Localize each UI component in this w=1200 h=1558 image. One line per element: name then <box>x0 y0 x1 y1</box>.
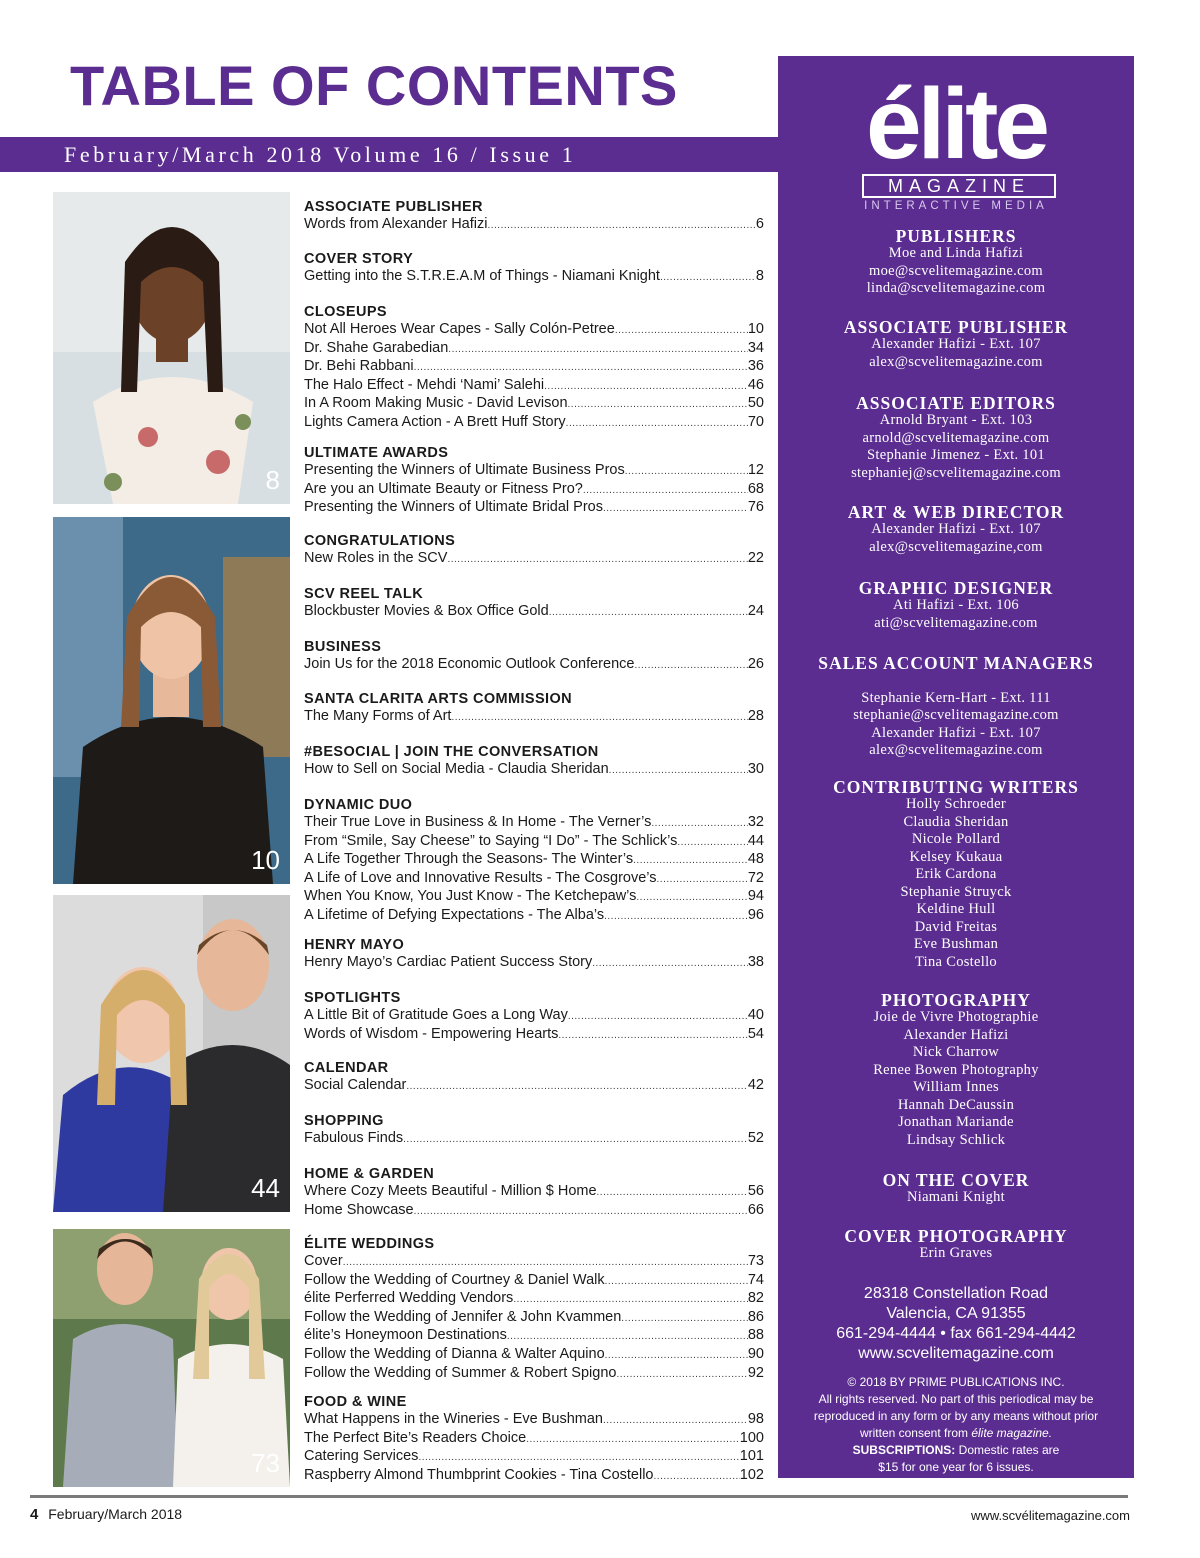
logo-tagline: INTERACTIVE MEDIA <box>864 200 1048 212</box>
toc-dot-leader <box>406 1077 747 1096</box>
toc-section-heading: #BESOCIAL | JOIN THE CONVERSATION <box>304 744 599 760</box>
address-city: Valencia, CA 91355 <box>886 1305 1026 1322</box>
toc-entry[interactable] <box>304 1202 764 1221</box>
toc-dot-leader <box>603 499 748 518</box>
toc-entry-page: 50 <box>747 395 764 412</box>
rights-line-1: All rights reserved. No part of this periodical may be <box>818 1392 1094 1406</box>
masthead-section <box>778 318 1134 371</box>
toc-entry-title: Presenting the Winners of Ultimate Bridal Pros <box>304 499 603 516</box>
toc-entry-page: 68 <box>747 480 764 497</box>
toc-section-heading: BUSINESS <box>304 639 382 655</box>
toc-section <box>304 532 764 569</box>
toc-entry-title: Fabulous Finds <box>304 1130 404 1146</box>
toc-dot-leader <box>625 462 748 481</box>
toc-dot-leader <box>592 954 748 973</box>
toc-entry-title: A Little Bit of Gratitude Goes a Long Way <box>304 1007 568 1023</box>
toc-section <box>304 585 764 622</box>
toc-section <box>304 936 764 973</box>
toc-entry-page: 90 <box>747 1345 764 1362</box>
masthead-line: moe@scvelitemagazine.com <box>869 262 1043 279</box>
masthead-line: Stephanie Jimenez - Ext. 101 <box>867 447 1045 463</box>
toc-entry-page: 100 <box>739 1429 764 1446</box>
masthead-line <box>778 672 1134 690</box>
toc-entry-title: Blockbuster Movies & Box Office Gold <box>304 603 549 619</box>
toc-entry-title: The Halo Effect - Mehdi ‘Nami’ Salehi <box>304 376 545 393</box>
masthead-section <box>778 227 1134 298</box>
masthead-line: Joie de Vivre Photographie <box>873 1009 1039 1025</box>
masthead-line: Alexander Hafizi <box>903 1026 1009 1043</box>
toc-entry-title: A Life of Love and Innovative Results - The Cosgrove’s <box>304 869 657 886</box>
toc-entry[interactable] <box>304 321 764 340</box>
photo-page-number: 10 <box>251 845 280 875</box>
toc-dot-leader <box>343 1253 748 1272</box>
toc-section <box>304 796 764 926</box>
masthead-heading: ART & WEB DIRECTOR <box>847 502 1065 522</box>
photo-image <box>53 192 290 504</box>
toc-entry[interactable] <box>304 481 764 500</box>
page-title: TABLE OF CONTENTS <box>70 54 678 117</box>
toc-dot-leader <box>677 833 747 852</box>
photo-image <box>53 895 290 1212</box>
toc-entry[interactable] <box>304 761 764 780</box>
address-website: www.scvelitemagazine.com <box>858 1345 1054 1362</box>
masthead-heading: ASSOCIATE PUBLISHER <box>843 317 1069 337</box>
toc-entry[interactable] <box>304 1365 764 1384</box>
rights-line-2: reproduced in any form or by any means without prior <box>813 1409 1099 1423</box>
masthead-heading: CONTRIBUTING WRITERS <box>833 777 1079 797</box>
toc-dot-leader <box>615 321 748 340</box>
toc-section-heading: SCV REEL TALK <box>304 586 424 602</box>
toc-entry[interactable] <box>304 550 764 569</box>
photo-page-number: 73 <box>251 1448 280 1478</box>
toc-dot-leader <box>507 1327 748 1346</box>
toc-entry-title: Words of Wisdom - Empowering Hearts <box>304 1025 559 1042</box>
masthead-line: Alexander Hafizi - Ext. 107 <box>871 521 1041 537</box>
masthead-section <box>778 654 1134 760</box>
toc-entry-page: 66 <box>747 1201 764 1218</box>
toc-section <box>304 198 764 235</box>
masthead-heading: SALES ACCOUNT MANAGERS <box>818 653 1094 673</box>
logo-magazine-box: MAGAZINE <box>862 174 1056 198</box>
photo-cover-story <box>53 192 290 504</box>
toc-dot-leader <box>583 481 748 500</box>
masthead-line: alex@scvelitemagazine,com <box>869 538 1043 555</box>
masthead-line: stephanie@scvelitemagazine.com <box>853 707 1059 723</box>
toc-entry-title: New Roles in the SCV <box>304 550 448 566</box>
toc-entry-page: 98 <box>747 1411 764 1427</box>
toc-entry[interactable] <box>304 814 764 833</box>
toc-entry-page: 73 <box>747 1253 764 1269</box>
toc-entry-page: 32 <box>747 814 764 830</box>
toc-entry-page: 40 <box>747 1007 764 1023</box>
toc-section-heading: FOOD & WINE <box>304 1394 407 1410</box>
toc-entry[interactable] <box>304 1327 764 1346</box>
toc-entry-page: 22 <box>747 550 764 566</box>
toc-section-heading: SPOTLIGHTS <box>304 990 401 1006</box>
toc-entry-page: 92 <box>747 1364 764 1381</box>
masthead-line: ati@scvelitemagazine.com <box>874 614 1038 631</box>
masthead-line: arnold@scvelitemagazine.com <box>862 429 1050 446</box>
toc-section-heading: COVER STORY <box>304 251 414 267</box>
toc-entry-page: 86 <box>747 1308 764 1325</box>
toc-dot-leader <box>418 1448 739 1467</box>
toc-entry-page: 54 <box>747 1025 764 1042</box>
toc-dot-leader <box>414 358 748 377</box>
toc-entry-title: Follow the Wedding of Jennifer & John Kvammen <box>304 1308 622 1325</box>
masthead-line: alex@scvelitemagazine.com <box>869 353 1043 370</box>
toc-dot-leader <box>566 414 748 433</box>
toc-entry[interactable] <box>304 851 764 870</box>
toc-entry-title: Cover <box>304 1253 343 1269</box>
masthead-section <box>778 1227 1134 1263</box>
toc-entry-page: 10 <box>747 321 764 337</box>
toc-section <box>304 638 764 675</box>
copyright-line: © 2018 BY PRIME PUBLICATIONS INC. <box>847 1375 1065 1389</box>
toc-entry[interactable] <box>304 1411 764 1430</box>
toc-entry-title: What Happens in the Wineries - Eve Bushman <box>304 1411 603 1427</box>
toc-entry-page: 101 <box>739 1448 764 1465</box>
issue-bar <box>0 137 778 172</box>
toc-entry[interactable] <box>304 656 764 675</box>
toc-entry-title: élite’s Honeymoon Destinations <box>304 1327 507 1344</box>
toc-entry[interactable] <box>304 358 764 377</box>
toc-entry-page: 46 <box>747 376 764 393</box>
masthead-line: Erik Cardona <box>915 866 997 882</box>
toc-section-heading: ASSOCIATE PUBLISHER <box>304 199 483 215</box>
toc-entry-title: Follow the Wedding of Summer & Robert Spigno <box>304 1364 617 1381</box>
toc-entry[interactable] <box>304 833 764 852</box>
toc-dot-leader <box>604 907 748 926</box>
toc-section-heading: CALENDAR <box>304 1060 389 1076</box>
toc-dot-leader <box>487 216 755 235</box>
toc-entry[interactable] <box>304 1007 764 1026</box>
masthead-line: Claudia Sheridan <box>903 813 1009 830</box>
toc-entry-title: Raspberry Almond Thumbprint Cookies - Tina Costello <box>304 1466 654 1483</box>
toc-entry-title: Presenting the Winners of Ultimate Business Pros <box>304 462 625 478</box>
toc-entry-title: Henry Mayo’s Cardiac Patient Success Story <box>304 954 593 970</box>
photo-closeups <box>53 517 290 884</box>
masthead-line: Stephanie Struyck <box>900 883 1012 900</box>
toc-entry[interactable] <box>304 414 764 433</box>
masthead-section <box>778 503 1134 556</box>
toc-entry-page: 26 <box>747 656 764 672</box>
masthead-section <box>778 579 1134 632</box>
toc-entry-title: Dr. Behi Rabbani <box>304 358 414 375</box>
masthead-line: Hannah DeCaussin <box>897 1096 1015 1113</box>
toc-entry-page: 36 <box>747 358 764 375</box>
toc-entry-title: When You Know, You Just Know - The Ketchepaw’s <box>304 888 637 905</box>
toc-dot-leader <box>616 1365 747 1384</box>
masthead-line: Ati Hafizi - Ext. 106 <box>893 597 1019 613</box>
rights-line-3-text: written consent from <box>859 1426 972 1440</box>
footer-left <box>30 1506 182 1523</box>
photo-page-number: 44 <box>251 1173 280 1203</box>
masthead-line: Alexander Hafizi - Ext. 107 <box>871 724 1041 741</box>
toc-dot-leader <box>544 377 748 396</box>
toc-section <box>304 1112 764 1149</box>
toc-section-heading: ÉLITE WEDDINGS <box>304 1236 435 1252</box>
toc-entry[interactable] <box>304 377 764 396</box>
toc-entry[interactable] <box>304 340 764 359</box>
toc-dot-leader <box>657 870 748 889</box>
toc-entry[interactable] <box>304 1272 764 1291</box>
toc-dot-leader <box>605 1272 748 1291</box>
toc-entry-title: In A Room Making Music - David Levison <box>304 395 568 412</box>
masthead-line: Tina Costello <box>915 953 997 970</box>
toc-entry-page: 56 <box>747 1183 764 1199</box>
masthead-line: Niamani Knight <box>906 1189 1006 1205</box>
masthead-line: Lindsay Schlick <box>906 1131 1006 1148</box>
toc-entry-page: 42 <box>747 1077 764 1093</box>
toc-entry-title: A Lifetime of Defying Expectations - The Alba’s <box>304 906 605 923</box>
toc-entry-page: 88 <box>747 1327 764 1344</box>
toc-section <box>304 690 764 727</box>
masthead-line: Nick Charrow <box>912 1044 1000 1060</box>
toc-entry-title: The Many Forms of Art <box>304 708 452 724</box>
toc-entry-page: 8 <box>755 268 764 284</box>
toc-entry-title: A Life Together Through the Seasons- The Winter’s <box>304 851 634 868</box>
address-street: 28318 Constellation Road <box>863 1285 1049 1302</box>
toc-entry-title: From “Smile, Say Cheese” to Saying “I Do” - The Schlick’s <box>304 832 678 849</box>
masthead-line: Alexander Hafizi - Ext. 107 <box>871 336 1041 352</box>
masthead-line: Erin Graves <box>919 1245 993 1261</box>
toc-dot-leader <box>609 761 748 780</box>
toc-dot-leader <box>414 1202 748 1221</box>
toc-entry-page: 76 <box>747 499 764 516</box>
toc-entry-title: Are you an Ultimate Beauty or Fitness Pro? <box>304 480 583 497</box>
toc-entry-title: Follow the Wedding of Dianna & Walter Aquino <box>304 1345 605 1362</box>
toc-dot-leader <box>633 851 748 870</box>
masthead-line: Stephanie Kern-Hart - Ext. 111 <box>861 689 1051 706</box>
toc-entry-page: 70 <box>747 413 764 430</box>
toc-section <box>304 743 764 780</box>
toc-entry-page: 72 <box>747 869 764 886</box>
toc-section <box>304 1393 764 1485</box>
masthead-line: Jonathan Mariande <box>898 1114 1014 1130</box>
toc-dot-leader <box>549 603 748 622</box>
toc-entry-title: Follow the Wedding of Courtney & Daniel Walk <box>304 1271 605 1288</box>
toc-entry[interactable] <box>304 1290 764 1309</box>
toc-entry-title: Join Us for the 2018 Economic Outlook Conference <box>304 656 635 672</box>
toc-entry-title: How to Sell on Social Media - Claudia Sheridan <box>304 761 609 777</box>
masthead-heading: ON THE COVER <box>882 1170 1030 1190</box>
toc-entry[interactable] <box>304 462 764 481</box>
masthead-line: William Innes <box>913 1079 999 1095</box>
toc-entry[interactable] <box>304 907 764 926</box>
toc-entry-title: Words from Alexander Hafizi <box>304 216 488 232</box>
rights-line-3-magazine: élite magazine. <box>971 1426 1053 1440</box>
toc-dot-leader <box>654 1467 740 1486</box>
toc-entry-page: 44 <box>747 832 764 849</box>
toc-entry-page: 74 <box>747 1271 764 1288</box>
issue-line: February/March 2018 Volume 16 / Issue 1 <box>64 142 577 167</box>
masthead-line: Renee Bowen Photography <box>873 1061 1039 1078</box>
toc-entry[interactable] <box>304 870 764 889</box>
subscriptions-text: Domestic rates are <box>955 1443 1060 1457</box>
masthead-heading: COVER PHOTOGRAPHY <box>844 1226 1068 1246</box>
toc-dot-leader <box>448 340 748 359</box>
masthead-line: Moe and Linda Hafizi <box>888 245 1024 261</box>
subscriptions-rate: $15 for one year for 6 issues. <box>878 1460 1034 1474</box>
toc-dot-leader <box>568 1007 748 1026</box>
toc-entry-title: Dr. Shahe Garabedian <box>304 339 449 356</box>
toc-entry-page: 6 <box>755 216 764 232</box>
toc-section <box>304 1235 764 1383</box>
toc-entry-page: 48 <box>747 851 764 868</box>
toc-dot-leader <box>597 1183 748 1202</box>
toc-entry-page: 38 <box>747 954 764 970</box>
masthead-heading: GRAPHIC DESIGNER <box>858 578 1054 598</box>
toc-entry-title: The Perfect Bite’s Readers Choice <box>304 1429 527 1446</box>
toc-entry-title: Home Showcase <box>304 1201 414 1218</box>
toc-section-heading: CONGRATULATIONS <box>304 533 456 549</box>
toc-entry-title: élite Perferred Wedding Vendors <box>304 1290 514 1307</box>
toc-entry-title: Getting into the S.T.R.E.A.M of Things - Niamani Knight <box>304 268 660 284</box>
toc-entry[interactable] <box>304 1130 764 1149</box>
masthead-line: Arnold Bryant - Ext. 103 <box>879 412 1033 428</box>
masthead-section <box>778 394 1134 482</box>
toc-entry[interactable] <box>304 1253 764 1272</box>
masthead-heading: PHOTOGRAPHY <box>881 990 1031 1010</box>
toc-section <box>304 303 764 433</box>
toc-entry[interactable] <box>304 1309 764 1328</box>
masthead-heading: ASSOCIATE EDITORS <box>856 393 1056 413</box>
toc-entry-title: Their True Love in Business & In Home - The Verner’s <box>304 814 652 830</box>
toc-section-heading: HOME & GARDEN <box>304 1166 435 1182</box>
toc-entry[interactable] <box>304 499 764 518</box>
toc-entry[interactable] <box>304 216 764 235</box>
photo-image <box>53 517 290 884</box>
toc-entry[interactable] <box>304 1430 764 1449</box>
toc-entry-page: 24 <box>747 603 764 619</box>
toc-entry-title: Social Calendar <box>304 1077 407 1093</box>
toc-dot-leader <box>513 1290 748 1309</box>
toc-entry-title: Not All Heroes Wear Capes - Sally Colón-Petree <box>304 321 615 337</box>
masthead-heading: PUBLISHERS <box>895 226 1017 246</box>
toc-dot-leader <box>634 656 747 675</box>
toc-dot-leader <box>660 268 756 287</box>
toc-entry[interactable] <box>304 1026 764 1045</box>
toc-dot-leader <box>651 814 747 833</box>
toc-dot-leader <box>526 1430 740 1449</box>
toc-entry[interactable] <box>304 395 764 414</box>
masthead-line: stephaniej@scvelitemagazine.com <box>851 464 1061 481</box>
toc-entry[interactable] <box>304 1467 764 1486</box>
masthead-line: linda@scvelitemagazine.com <box>866 280 1046 296</box>
masthead-line: Nicole Pollard <box>911 831 1001 847</box>
toc-entry[interactable] <box>304 954 764 973</box>
toc-dot-leader <box>603 1411 748 1430</box>
toc-entry-page: 30 <box>747 761 764 777</box>
toc-entry-page: 96 <box>747 906 764 923</box>
toc-entry-page: 94 <box>747 888 764 905</box>
toc-entry-title: Where Cozy Meets Beautiful - Million $ Home <box>304 1183 597 1199</box>
toc-section <box>304 1165 764 1220</box>
rights-line-3 <box>778 1425 1134 1442</box>
toc-section <box>304 1059 764 1096</box>
toc-entry-page: 82 <box>747 1290 764 1307</box>
toc-section-heading: CLOSEUPS <box>304 304 387 320</box>
masthead-section <box>778 1171 1134 1207</box>
subscriptions-label: SUBSCRIPTIONS: <box>852 1443 956 1457</box>
masthead-sidebar <box>778 56 1134 1478</box>
toc-section-heading: SANTA CLARITA ARTS COMMISSION <box>304 691 573 707</box>
photo-dynamic-duo <box>53 895 290 1212</box>
address-block <box>778 1284 1134 1364</box>
masthead-section <box>778 991 1134 1149</box>
toc-entry-page: 28 <box>747 708 764 724</box>
logo-wordmark: élite <box>865 68 1047 180</box>
masthead-line: Kelsey Kukaua <box>909 848 1003 865</box>
toc-entry-page: 102 <box>739 1466 764 1483</box>
toc-entry[interactable] <box>304 1183 764 1202</box>
toc-section-heading: SHOPPING <box>304 1113 384 1129</box>
masthead-line: David Freitas <box>914 918 998 935</box>
toc-dot-leader <box>447 550 747 569</box>
toc-entry-title: Lights Camera Action - A Brett Huff Story <box>304 413 566 430</box>
footer-page-number: 4 <box>30 1506 39 1523</box>
masthead-line: Holly Schroeder <box>906 796 1006 812</box>
toc-entry-page: 34 <box>747 339 764 356</box>
masthead-line: alex@scvelitemagazine.com <box>869 742 1043 758</box>
toc-section <box>304 250 764 287</box>
photo-elite-weddings <box>53 1229 290 1487</box>
toc-section-heading: DYNAMIC DUO <box>304 797 413 813</box>
toc-dot-leader <box>605 1346 748 1365</box>
toc-entry-title: Catering Services <box>304 1448 419 1465</box>
footer-rule <box>30 1495 1128 1498</box>
legal-block <box>778 1374 1134 1476</box>
toc-entry-page: 12 <box>747 462 764 478</box>
toc-dot-leader <box>558 1026 748 1045</box>
toc-dot-leader <box>403 1130 748 1149</box>
toc-entry[interactable] <box>304 268 764 287</box>
footer-website: www.scvélitemagazine.com <box>971 1508 1130 1523</box>
footer-date: February/March 2018 <box>48 1506 183 1522</box>
toc-dot-leader <box>568 395 748 414</box>
toc-section-heading: HENRY MAYO <box>304 937 405 953</box>
toc-entry[interactable] <box>304 708 764 727</box>
toc-entry[interactable] <box>304 1346 764 1365</box>
toc-dot-leader <box>451 708 747 727</box>
toc-section <box>304 989 764 1044</box>
masthead-section <box>778 778 1134 971</box>
toc-dot-leader <box>636 888 747 907</box>
toc-dot-leader <box>621 1309 748 1328</box>
toc-section-heading: ULTIMATE AWARDS <box>304 445 449 461</box>
subscriptions-line <box>778 1442 1134 1459</box>
toc-entry[interactable] <box>304 1448 764 1467</box>
toc-section <box>304 444 764 518</box>
masthead-line: Keldine Hull <box>916 901 996 917</box>
toc-entry[interactable] <box>304 603 764 622</box>
address-phone: 661-294-4444 • fax 661-294-4442 <box>836 1325 1076 1342</box>
photo-page-number: 8 <box>265 465 280 495</box>
toc-entry-page: 52 <box>747 1130 764 1146</box>
masthead-line: Eve Bushman <box>913 936 999 952</box>
toc-entry[interactable] <box>304 888 764 907</box>
toc-entry[interactable] <box>304 1077 764 1096</box>
elite-magazine-logo <box>778 68 1134 214</box>
